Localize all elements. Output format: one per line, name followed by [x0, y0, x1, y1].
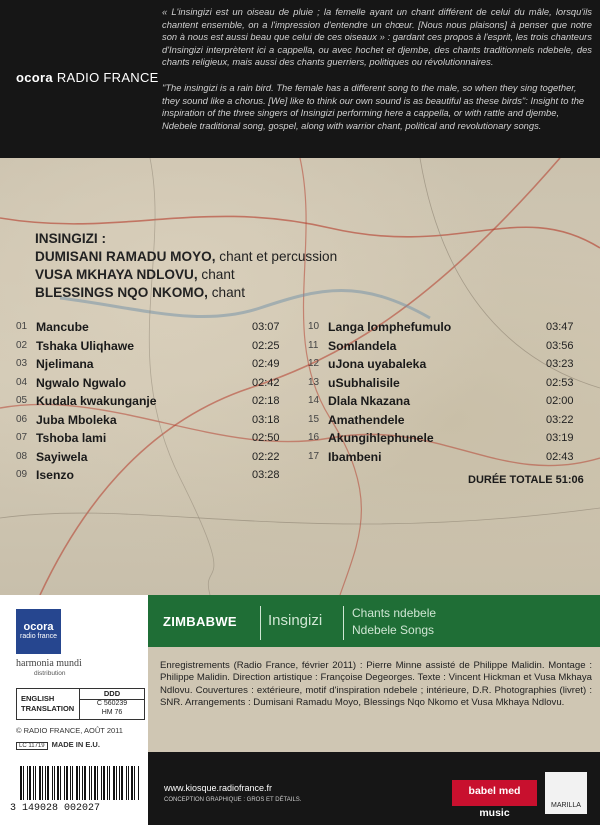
track-row: 03 Njelimana 02:49: [16, 357, 280, 371]
subtitle-french: Chants ndebele: [352, 606, 437, 620]
divider: [260, 606, 261, 640]
info-box: [16, 688, 145, 720]
divider: [79, 689, 80, 719]
copyright-text: © RADIO FRANCE, AOÛT 2011: [16, 726, 123, 735]
intro-french: « L'insingizi est un oiseau de pluie ; la femelle ayant un chant différent de celui du mâle, lorsqu'ils chantent ensemble, on a l'impression d'entendre un chœur. [Nous nous plaisons] à penser que notre son à nous est aussi beau que celui de ces oiseaux » : gardant ces propos à l'esprit, les trois chanteurs d'Insingizi interprètent ici a cappella, ou avec hochet et djembe, des chants traditionnels ndebele, des chants religieux, mais aussi des chants guerriers, politiques ou révolutionnaires.: [162, 6, 592, 67]
track-row: 11 Somlandela 03:56: [308, 338, 574, 353]
recording-credits: Enregistrements (Radio France, février 2011) : Pierre Minne assisté de Philippe Malidin. Montage : Philippe Malidin. Direction artistique : Françoise Degeorges. Texte : Vincent Hickman et Vusa Mkhaya Ndlovu. Couvertures : extérieure, motif d'inspiration ndebele ; intérieure, D.R. Photographies (livret) : SNR. Arrangements : Dumisani Ramadu Moyo, Blessings Nqo Nkomo et Vusa Mkhaya Ndlovu.: [160, 660, 592, 708]
track-row: 16 Akungihlephunele 03:19: [308, 431, 574, 445]
map-background: [0, 158, 600, 595]
track-row: 09 Isenzo 03:28: [16, 468, 280, 482]
track-row: 02 Tshaka Uliqhawe 02:25: [16, 338, 280, 353]
group-title: Insingizi: [268, 612, 323, 629]
track-row: 01 Mancube 03:07: [16, 320, 280, 334]
track-row: 06 Juba Mboleka 03:18: [16, 412, 280, 427]
subtitle-english: Ndebele Songs: [352, 623, 435, 637]
divider: [343, 606, 344, 640]
track-row: 14 Dlala Nkazana 02:00: [308, 394, 574, 408]
track-row: 15 Amathendele 03:22: [308, 412, 574, 427]
harmonia-mundi-logo: harmonia mundi: [16, 658, 82, 669]
artist-credits: [35, 230, 337, 302]
translation-label: TRANSLATION: [21, 704, 75, 713]
track-row: 12 uJona uyabaleka 03:23: [308, 357, 574, 371]
total-duration: DURÉE TOTALE 51:06: [468, 474, 584, 486]
brand-logo: ocora RADIO FRANCE: [16, 70, 159, 85]
group-name: INSINGIZI :: [35, 231, 106, 246]
babel-med-logo: babel med music: [452, 780, 537, 806]
label-code: LC 11719 MADE IN E.U.: [16, 740, 100, 749]
barcode-number: 3 149028 002027: [10, 803, 101, 812]
track-row: 17 Ibambeni 02:43: [308, 449, 574, 464]
ocora-logo: ocora radio france: [16, 609, 61, 654]
tracklist-left: [16, 318, 286, 485]
barcode: [8, 766, 148, 812]
artist-row: DUMISANI RAMADU MOYO, chant et percussion: [35, 249, 338, 264]
format-label: DDD: [103, 689, 121, 698]
tracklist-right: [308, 318, 580, 466]
header-panel: [0, 0, 600, 158]
artist-row: VUSA MKHAYA NDLOVU, chant: [35, 267, 235, 282]
country-title: ZIMBABWE: [163, 614, 237, 629]
distribution-label: distribution: [34, 670, 66, 677]
website-link[interactable]: www.kiosque.radiofrance.fr: [164, 783, 273, 793]
track-row: 08 Sayiwela 02:22: [16, 449, 280, 464]
track-row: 05 Kudala kwakunganje 02:18: [16, 394, 280, 408]
track-row: 13 uSubhalisile 02:53: [308, 375, 574, 390]
track-row: 10 Langa lomphefumulo 03:47: [308, 320, 574, 334]
track-row: 07 Tshoba lami 02:50: [16, 431, 280, 445]
artist-row: BLESSINGS NQO NKOMO, chant: [35, 285, 245, 300]
catalog-numbers: C 560239 HM 76: [96, 700, 128, 716]
design-credit: CONCEPTION GRAPHIQUE : GROS ET DÉTAILS.: [164, 797, 302, 803]
track-row: 04 Ngwalo Ngwalo 02:42: [16, 375, 280, 390]
intro-english: "The insingizi is a rain bird. The female has a different song to the male, so when they sing together, they sound like a chorus. [We] like to think our own sound is as beautiful as these birds": Insight to the inspiration of the three singers of Insingizi performing here a cappella, or with rattle and djembe, Ndebele traditional song, gospel, along with warrior chant, political and revolutionary songs.: [162, 82, 585, 131]
language-label: ENGLISH: [21, 694, 55, 703]
marilla-logo: MARILLA: [545, 772, 587, 814]
